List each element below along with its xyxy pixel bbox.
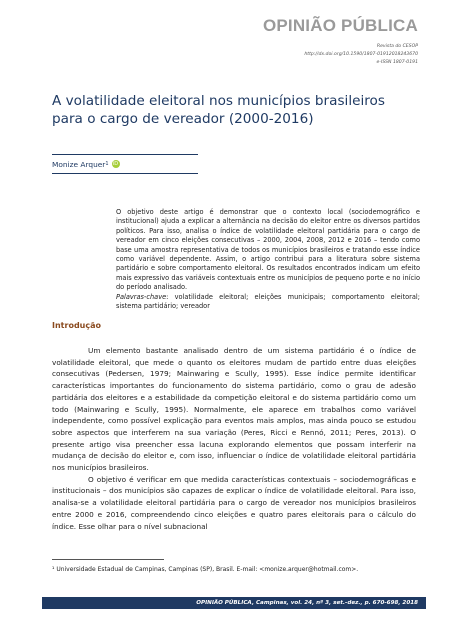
doi-link[interactable]: http://dx.doi.org/10.1590/1807-01912018243670 xyxy=(304,52,418,57)
abstract xyxy=(116,208,420,311)
author-name: Monize Arquer xyxy=(52,159,106,169)
abstract-text: O objetivo deste artigo é demonstrar que o contexto local (sociodemográfico e institucional) ajuda a explicar a alternância na decisão do eleitor entre os diversos partidos políticos. Para isso, analisa o índice de volatilidade eleitoral partidária para o cargo de vereador em cinco eleições consecutivas – 2000, 2004, 2008, 2012 e 2016 – tendo como base uma amostra representativa de todos os municípios brasileiros e tratando esse índice como variável dependente. Assim, o artigo contribui para a literatura sobre sistema partidário e sobre comportamento eleitoral. Os resultados encontrados indicam um efeito mais expressivo das variáveis contextuais entre os municípios de pequeno porte e no início do período analisado. xyxy=(116,208,420,292)
keywords-text: : volatilidade eleitoral; eleições municipais; comportamento eleitoral; sistema partidário; vereador xyxy=(116,292,420,311)
introduction-body xyxy=(52,345,416,532)
footnote-divider xyxy=(52,559,164,560)
author-line xyxy=(52,154,198,174)
author-footnote-marker: 1 xyxy=(105,161,109,167)
footer-citation: OPINIÃO PÚBLICA, Campinas, vol. 24, nº 3, set.-dez., p. 670-698, 2018 xyxy=(196,600,418,606)
paragraph-2: O objetivo é verificar em que medida características contextuais – sociodemográficas e institucionais – dos municípios são capazes de explicar o índice de volatilidade eleitoral. Para isso, analisa-se a volatilidade eleitoral partidária para o cargo de vereador nos municípios brasileiros entre 2000 e 2016, compreendendo cinco eleições e quatro pares eleitorais para o cálculo do índice. Esse olhar para o nível subnacional xyxy=(52,474,416,531)
footnote: ¹ Universidade Estadual de Campinas, Campinas (SP), Brasil. E-mail: <monize.arquer@hotmail.com>. xyxy=(52,566,359,573)
eissn: e-ISSN 1807-0191 xyxy=(376,60,418,65)
paragraph-1: Um elemento bastante analisado dentro de um sistema partidário é o índice de volatilidade eleitoral, que mede o quanto os eleitores mudam de partido entre duas eleições consecutivas (Pedersen, 1979; Mainwaring e Scully, 1995). Esse índice permite identificar características importantes do funcionamento do sistema partidário, como o grau de adesão partidária dos eleitores e a estabilidade da competição eleitoral e do sistema partidário como um todo (Mainwaring e Scully, 1995). Normalmente, ele aparece em trabalhos como variável independente, como possível explicação para eventos mais amplos, mas ainda pouco se estudou sobre aspectos que interferem na sua variação (Peres, Ricci e Rennó, 2011; Peres, 2013). O presente artigo visa preencher essa lacuna explorando elementos que possam interferir na mudança de decisão do eleitor e, com isso, influenciar o índice de volatilidade eleitoral partidária nos municípios brasileiros. xyxy=(52,346,416,473)
section-heading-introduction: Introdução xyxy=(52,321,101,330)
article-title: A volatilidade eleitoral nos municípios brasileiros para o cargo de vereador (2000-2016) xyxy=(52,93,385,127)
keywords xyxy=(116,293,420,312)
journal-title: OPINIÃO PÚBLICA xyxy=(262,16,418,35)
orcid-icon[interactable]: iD xyxy=(112,161,119,167)
footer-bar xyxy=(42,597,426,609)
journal-subtitle: Revista do CESOP xyxy=(376,44,418,49)
keywords-label: Palavras-chave xyxy=(116,292,167,301)
